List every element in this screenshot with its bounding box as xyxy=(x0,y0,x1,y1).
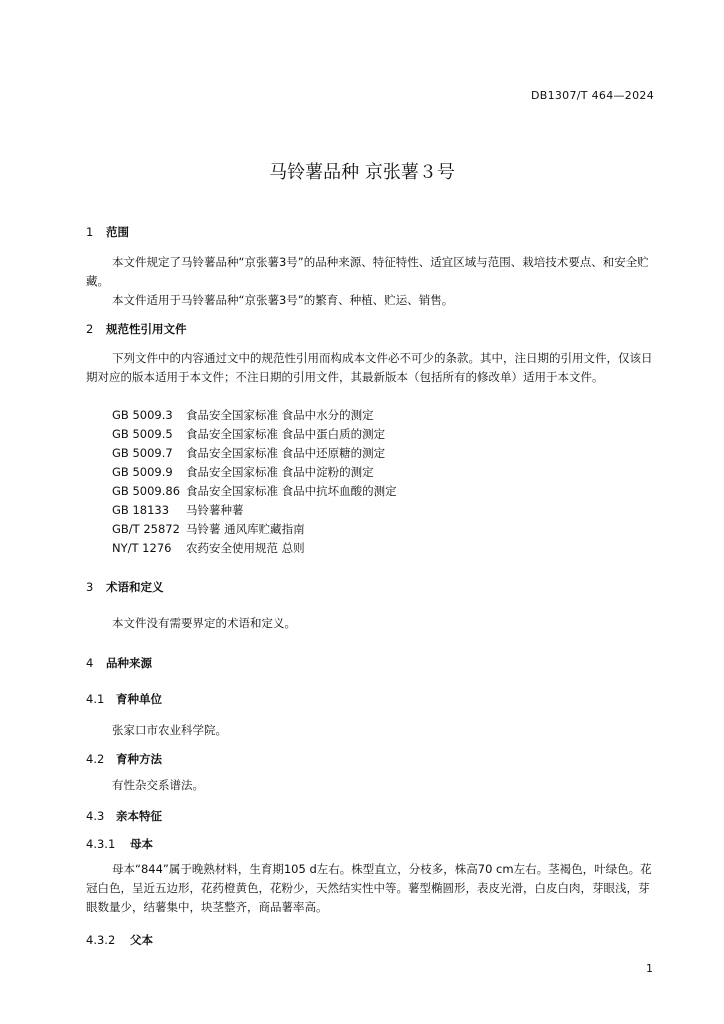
section-title: 育种单位 xyxy=(116,692,162,706)
section-number: 2 xyxy=(86,322,94,336)
reference-item xyxy=(112,464,374,480)
section-number: 4 xyxy=(86,656,94,670)
section-number: 4.3.2 xyxy=(86,933,116,947)
section-title: 规范性引用文件 xyxy=(106,322,187,336)
reference-code: GB 5009.86 xyxy=(112,484,181,498)
paragraph: 有性杂交系谱法。 xyxy=(112,778,204,792)
reference-code: GB 18133 xyxy=(112,503,170,517)
reference-item xyxy=(112,445,385,461)
reference-name: 食品安全国家标准 食品中淀粉的测定 xyxy=(186,465,374,479)
section-heading-3 xyxy=(86,579,164,595)
section-number: 4.2 xyxy=(86,752,105,766)
reference-name: 马铃薯种薯 xyxy=(186,503,244,517)
reference-code: GB 5009.5 xyxy=(112,427,173,441)
paragraph: 本文件适用于马铃薯品种“京张薯3号”的繁育、种植、贮运、销售。 xyxy=(112,293,454,307)
section-title: 术语和定义 xyxy=(106,580,164,594)
paragraph: 张家口市农业科学院。 xyxy=(112,723,227,737)
reference-item xyxy=(112,540,305,556)
reference-name: 食品安全国家标准 食品中蛋白质的测定 xyxy=(186,427,386,441)
section-title: 父本 xyxy=(130,933,153,947)
section-number: 1 xyxy=(86,225,94,239)
subsection-heading-4-2 xyxy=(86,751,162,767)
subsection-heading-4-3-2 xyxy=(86,932,153,948)
section-title: 范围 xyxy=(106,225,129,239)
subsection-heading-4-1 xyxy=(86,691,162,707)
section-heading-1 xyxy=(86,224,129,240)
reference-code: GB 5009.3 xyxy=(112,408,173,422)
page-number: 1 xyxy=(646,962,653,975)
reference-item xyxy=(112,521,305,537)
reference-name: 农药安全使用规范 总则 xyxy=(186,541,305,555)
section-heading-4 xyxy=(86,655,152,671)
reference-code: NY/T 1276 xyxy=(112,541,172,555)
reference-name: 食品安全国家标准 食品中还原糖的测定 xyxy=(186,446,386,460)
document-code: DB1307/T 464—2024 xyxy=(530,89,654,102)
section-number: 3 xyxy=(86,580,94,594)
subsection-heading-4-3-1 xyxy=(86,836,153,852)
section-title: 品种来源 xyxy=(106,656,152,670)
reference-item xyxy=(112,483,397,499)
section-number: 4.1 xyxy=(86,692,105,706)
paragraph: 下列文件中的内容通过文中的规范性引用而构成本文件必不可少的条款。其中，注日期的引用文件，仅该日期对应的版本适用于本文件；不注日期的引用文件，其最新版本（包括所有的修改单）适用于本文件。 xyxy=(86,351,653,384)
paragraph: 本文件规定了马铃薯品种“京张薯3号”的品种来源、特征特性、适宜区域与范围、栽培技术要点、和安全贮藏。 xyxy=(86,255,649,288)
reference-code: GB/T 25872 xyxy=(112,522,180,536)
section-title: 育种方法 xyxy=(116,752,162,766)
section-number: 4.3 xyxy=(86,809,105,823)
paragraph: 母本“844”属于晚熟材料，生育期105 d左右。株型直立，分枝多，株高70 cm左右。茎褐色，叶绿色。花冠白色，呈近五边形，花药橙黄色，花粉少，天然结实性中等。薯型椭圆形，表皮光滑，白皮白肉，芽眼浅，芽眼数量少，结薯集中，块茎整齐，商品薯率高。 xyxy=(86,862,652,914)
paragraph: 本文件没有需要界定的术语和定义。 xyxy=(112,616,296,630)
section-title: 亲本特征 xyxy=(116,809,162,823)
document-title: 马铃薯品种 京张薯３号 xyxy=(269,162,455,183)
section-heading-2 xyxy=(86,321,187,337)
reference-name: 食品安全国家标准 食品中抗坏血酸的测定 xyxy=(186,484,397,498)
reference-name: 食品安全国家标准 食品中水分的测定 xyxy=(186,408,374,422)
reference-code: GB 5009.9 xyxy=(112,465,173,479)
reference-code: GB 5009.7 xyxy=(112,446,173,460)
subsection-heading-4-3 xyxy=(86,808,162,824)
reference-name: 马铃薯 通风库贮藏指南 xyxy=(186,522,305,536)
reference-item xyxy=(112,426,385,442)
reference-item xyxy=(112,502,244,518)
section-title: 母本 xyxy=(130,837,153,851)
section-number: 4.3.1 xyxy=(86,837,116,851)
reference-item xyxy=(112,407,374,423)
